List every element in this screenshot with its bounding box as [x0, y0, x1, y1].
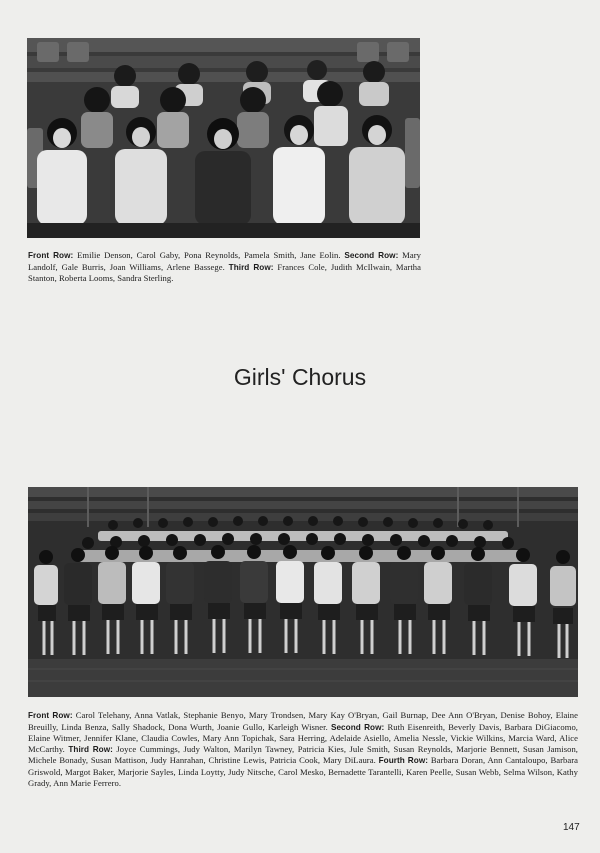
caption-row-label: Third Row:	[228, 262, 274, 272]
chorus-photo-caption	[28, 710, 578, 788]
caption-row-names: Emilie Denson, Carol Gaby, Pona Reynolds, Pamela Smith, Jane Eolin.	[77, 250, 341, 260]
section-title: Girls' Chorus	[233, 364, 367, 390]
caption-row-names: Carol Telehany, Anna Vatlak, Stephanie Benyo, Mary Trondsen, Mary Kay O'Bryan, Gail Burnap, Dee Ann O'Bryan, Denise Bohoy, Elaine Breuilly, Linda Benza, Sally Shadock, Dona Wurth, Joanie Gullo, Karleigh Wisner.	[28, 710, 579, 732]
caption-row-names: Ruth Eisenreith, Beverly Davis, Barbara DiGiacomo, Elaine Witmer, Jennifer Klane, Claudia Cowles, Mary Ann Topichak, Sara Herring, Adelaide Asiello, Amelia Nessle, Vickie Wilkins, Marcia Ward, Alice McCarthy.	[28, 721, 578, 754]
caption-row-label: Second Row:	[344, 251, 399, 260]
chorus-group-photo	[28, 487, 578, 697]
page-number: 147	[563, 822, 580, 833]
caption-row-label: Third Row:	[68, 744, 113, 754]
caption-row-names: Joyce Cummings, Judy Walton, Marilyn Tawney, Patricia Kies, Jule Smith, Susan Reynolds, Marjorie Bennett, Susan Jamison, Michele Bonady, Susan Mattison, Judy Hanrahan, Christine Lewis, Patricia Cook, Mary DiLaura.	[28, 743, 579, 766]
top-group-photo	[27, 38, 420, 238]
caption-row-names: Frances Cole, Judith McIlwain, Martha Stanton, Roberta Looms, Sandra Sterling.	[28, 261, 421, 284]
top-photo-caption	[28, 250, 421, 284]
caption-row-label: Fourth Row:	[378, 756, 429, 766]
caption-row-label: Second Row:	[330, 722, 385, 732]
caption-row-label: Front Row:	[28, 711, 73, 720]
caption-row-names: Mary Landolf, Gale Burris, Joan Williams, Arlene Bassege.	[28, 250, 421, 272]
caption-row-names: Barbara Doran, Ann Cantaloupo, Barbara Griswold, Margot Baker, Marjorie Sayles, Linda Loytty, Judy Nitsche, Carol Mesko, Bernadette Tarantelli, Karen Peelle, Susan Webb, Selma Wilson, Kathy Grady, Ann Marie Ferrero.	[28, 755, 578, 788]
caption-row-label: Front Row:	[28, 251, 74, 260]
